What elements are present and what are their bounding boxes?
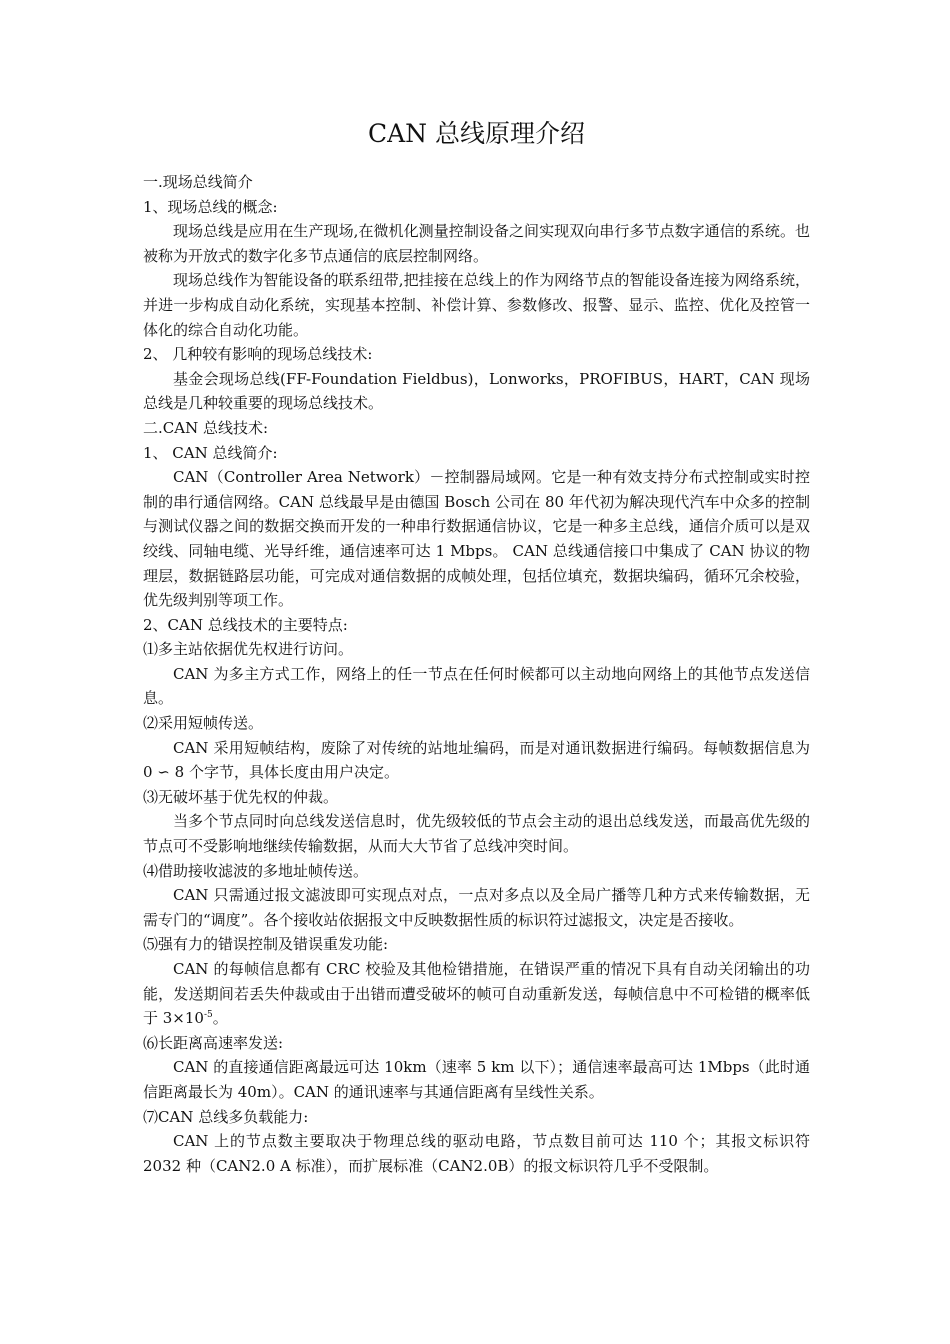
exponent-superscript: -5: [203, 1010, 213, 1021]
feature-paragraph-5-end: 。: [212, 1009, 228, 1028]
subsection-heading-1-1: 1、现场总线的概念:: [143, 197, 278, 216]
section-heading-2: 二.CAN 总线技术:: [143, 418, 269, 437]
feature-paragraph-4: CAN 只需通过报文滤波即可实现点对点，一点对多点以及全局广播等几种方式来传输数据，无需专门的“调度”。各个接收站依据报文中反映数据性质的标识符过滤报文，决定是否接收。: [143, 886, 810, 929]
subsection-heading-2-2: 2、CAN 总线技术的主要特点:: [143, 615, 348, 634]
feature-paragraph-7: CAN 上的节点数主要取决于物理总线的驱动电路，节点数目前可达 110 个；其报文标识符 2032 种（CAN2.0 A 标准），而扩展标准（CAN2.0B）的报文标识符几乎不受限制。: [143, 1132, 810, 1175]
subsection-heading-2-1: 1、 CAN 总线简介:: [143, 443, 278, 462]
feature-paragraph-1: CAN 为多主方式工作，网络上的任一节点在任何时候都可以主动地向网络上的其他节点发送信息。: [143, 664, 810, 708]
paragraph-fieldbus-concept: 现场总线是应用在生产现场,在微机化测量控制设备之间实现双向串行多节点数字通信的系统。也被称为开放式的数字化多节点通信的底层控制网络。: [143, 222, 810, 265]
feature-paragraph-3: 当多个节点同时向总线发送信息时，优先级较低的节点会主动的退出总线发送，而最高优先级的节点可不受影响地继续传输数据，从而大大节省了总线冲突时间。: [143, 812, 810, 856]
feature-heading-4: ⑷借助接收滤波的多地址帧传送。: [143, 861, 369, 880]
feature-heading-7: ⑺CAN 总线多负载能力:: [143, 1107, 309, 1126]
feature-heading-6: ⑹长距离高速率发送:: [143, 1033, 284, 1052]
feature-heading-5: ⑸强有力的错误控制及错误重发功能:: [143, 935, 389, 954]
feature-heading-1: ⑴多主站依据优先权进行访问。: [143, 640, 354, 659]
feature-paragraph-2: CAN 采用短帧结构，废除了对传统的站地址编码，而是对通讯数据进行编码。每帧数据信息为 0 ∽ 8 个字节，具体长度由用户决定。: [143, 738, 810, 782]
paragraph-can-intro: CAN（Controller Area Network）－控制器局域网。它是一种有效支持分布式控制或实时控制的串行通信网络。CAN 总线最早是由德国 Bosch 公司在 80 年代初为解决现代汽车中众多的控制与测试仪器之间的数据交换而开发的一种串行数据通信协议，它是一种多主总线，通信介质可以是双绞线、同轴电缆、光导纤维，通信速率可达 1 Mbps。 CAN 总线通信接口中集成了 CAN 协议的物理层，数据链路层功能，可完成对通信数据的成帧处理，包括位填充，数据块编码，循环冗余校验，优先级判别等项工作。: [143, 468, 810, 610]
feature-paragraph-5: [143, 957, 810, 1031]
section-heading-1: 一.现场总线简介: [143, 173, 253, 191]
feature-heading-3: ⑶无破坏基于优先权的仲裁。: [143, 787, 339, 806]
document-title: CAN 总线原理介绍: [367, 119, 585, 148]
paragraph-fieldbus-technologies: 基金会现场总线(FF-Foundation Fieldbus)，Lonworks，PROFIBUS，HART，CAN 现场总线是几种较重要的现场总线技术。: [143, 369, 810, 413]
feature-paragraph-6: CAN 的直接通信距离最远可达 10km（速率 5 km 以下）；通信速率最高可达 1Mbps（此时通信距离最长为 40m）。CAN 的通讯速率与其通信距离有呈线性关系。: [143, 1058, 810, 1101]
feature-paragraph-5-text: CAN 的每帧信息都有 CRC 校验及其他检错措施，在错误严重的情况下具有自动关闭输出的功能，发送期间若丢失仲裁或由于出错而遭受破坏的帧可自动重新发送，每帧信息中不可检错的概率低于 3×10: [143, 960, 810, 1028]
paragraph-fieldbus-role: 现场总线作为智能设备的联系纽带,把挂接在总线上的作为网络节点的智能设备连接为网络系统，并进一步构成自动化系统，实现基本控制、补偿计算、参数修改、报警、显示、监控、优化及控管一体化的综合自动化功能。: [143, 271, 810, 339]
feature-heading-2: ⑵采用短帧传送。: [143, 714, 264, 733]
subsection-heading-1-2: 2、 几种较有影响的现场总线技术:: [143, 345, 373, 364]
